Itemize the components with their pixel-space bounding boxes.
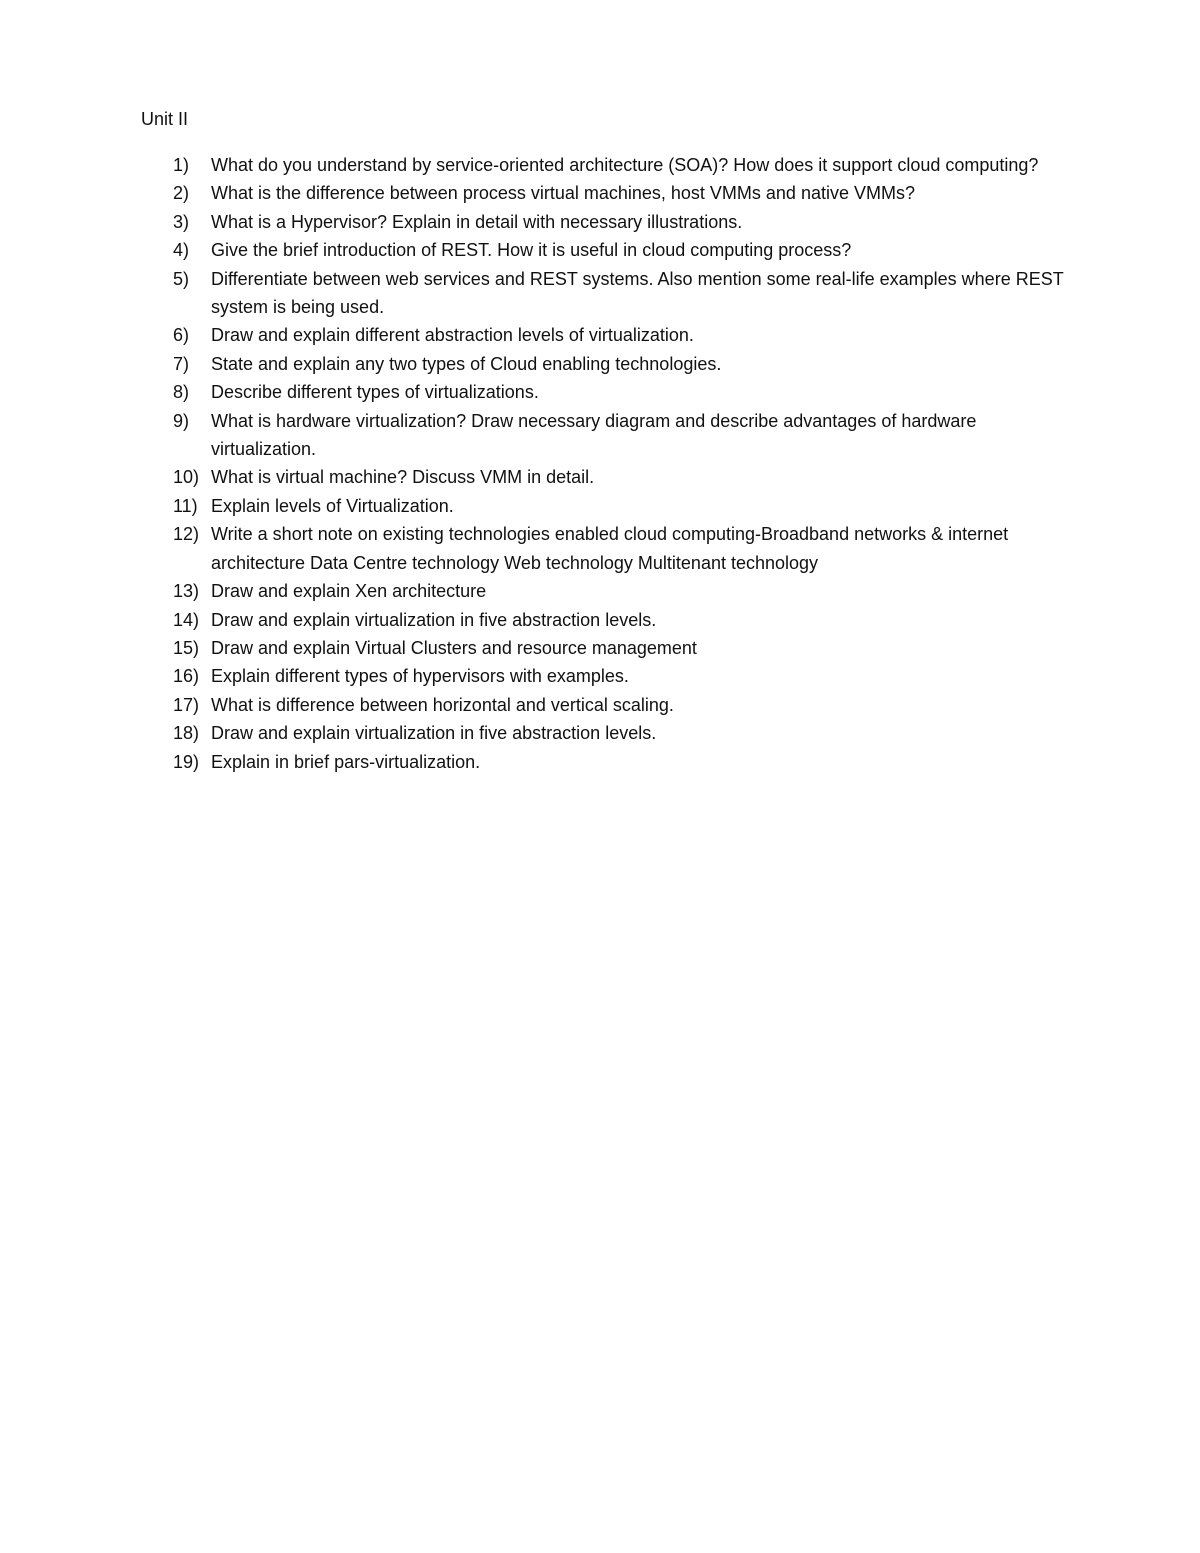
question-item	[173, 463, 1073, 491]
question-list	[173, 151, 1073, 776]
unit-title: Unit II	[141, 109, 189, 129]
question-text: Give the brief introduction of REST. How it is useful in cloud computing process?	[211, 240, 852, 261]
question-text: Describe different types of virtualizations.	[211, 382, 539, 403]
question-text: Differentiate between web services and REST systems. Also mention some real-life examples where REST system is being used.	[211, 268, 1064, 318]
question-number: 6)	[173, 325, 190, 346]
question-number: 13)	[173, 581, 200, 602]
question-item	[173, 634, 1073, 662]
question-number: 16)	[173, 666, 200, 687]
question-text: Explain in brief pars-virtualization.	[211, 751, 481, 772]
question-item	[173, 748, 1073, 776]
question-item	[173, 236, 1073, 264]
question-text: What is hardware virtualization? Draw necessary diagram and describe advantages of hardware virtualization.	[211, 410, 977, 460]
question-item	[173, 151, 1073, 179]
question-text: Draw and explain virtualization in five abstraction levels.	[211, 609, 657, 630]
question-number: 5)	[173, 268, 190, 289]
question-item	[173, 350, 1073, 378]
question-text: State and explain any two types of Cloud enabling technologies.	[211, 353, 722, 374]
question-number: 3)	[173, 211, 190, 232]
question-item	[173, 662, 1073, 690]
question-text: Explain different types of hypervisors with examples.	[211, 666, 629, 687]
question-number: 15)	[173, 637, 200, 658]
question-number: 7)	[173, 353, 190, 374]
question-item	[173, 492, 1073, 520]
question-text: What is the difference between process virtual machines, host VMMs and native VMMs?	[211, 183, 915, 204]
question-text: Draw and explain virtualization in five abstraction levels.	[211, 723, 657, 744]
question-item	[173, 378, 1073, 406]
question-item	[173, 691, 1073, 719]
question-number: 8)	[173, 382, 190, 403]
question-number: 10)	[173, 467, 200, 488]
question-number: 4)	[173, 240, 190, 261]
question-text: What is difference between horizontal and vertical scaling.	[211, 694, 674, 715]
question-text: What do you understand by service-oriented architecture (SOA)? How does it support cloud computing?	[211, 155, 1039, 175]
question-item	[173, 719, 1073, 747]
question-item	[173, 265, 1073, 322]
question-item	[173, 208, 1073, 236]
question-item	[173, 179, 1073, 207]
question-number: 17)	[173, 694, 200, 715]
question-number: 2)	[173, 183, 190, 204]
question-item	[173, 321, 1073, 349]
question-item	[173, 577, 1073, 605]
question-text: Draw and explain different abstraction levels of virtualization.	[211, 325, 694, 346]
question-number: 14)	[173, 609, 200, 630]
question-text: What is a Hypervisor? Explain in detail with necessary illustrations.	[211, 211, 743, 232]
question-number: 18)	[173, 723, 200, 744]
question-item	[173, 407, 1073, 464]
question-text: Draw and explain Xen architecture	[211, 581, 487, 602]
question-text: Explain levels of Virtualization.	[211, 495, 454, 516]
question-number: 19)	[173, 751, 200, 772]
question-number: 9)	[173, 410, 190, 431]
question-text: What is virtual machine? Discuss VMM in detail.	[211, 467, 595, 488]
question-item	[173, 606, 1073, 634]
question-number: 1)	[173, 155, 190, 175]
question-number: 12)	[173, 524, 200, 545]
question-number: 11)	[173, 495, 198, 516]
question-item	[173, 520, 1073, 577]
question-text: Draw and explain Virtual Clusters and resource management	[211, 637, 697, 658]
question-text: Write a short note on existing technologies enabled cloud computing-Broadband networks & internet architecture Data Centre technology Web technology Multitenant technology	[211, 524, 1009, 573]
